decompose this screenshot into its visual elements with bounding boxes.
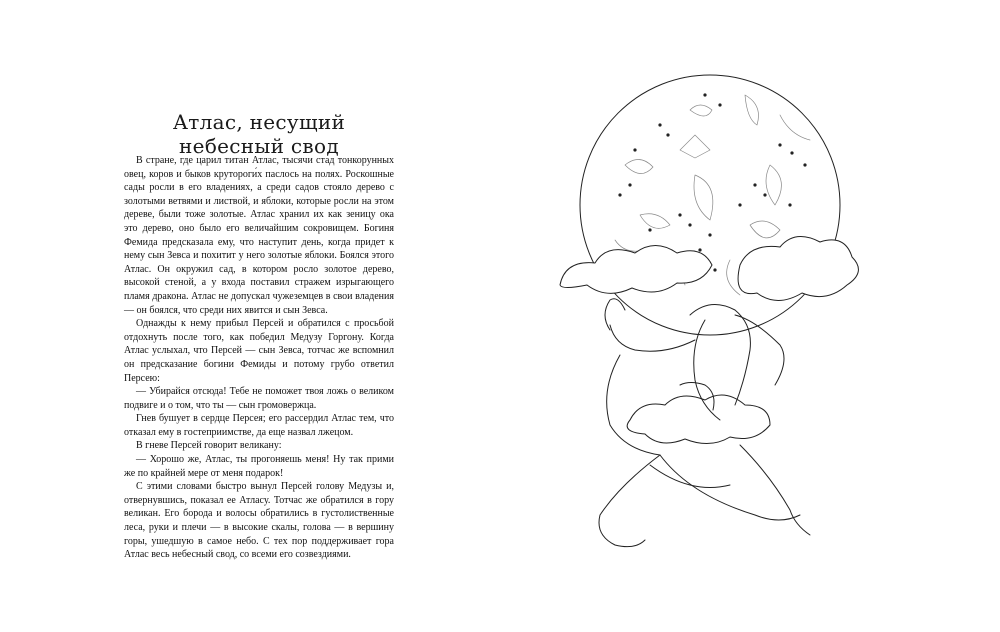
- paragraph: — Хорошо же, Атлас, ты прогоняешь меня! Ну так прими же по крайней мере от меня подарок!: [124, 454, 394, 479]
- clouds: [560, 237, 858, 444]
- title-line-2: небесный свод: [179, 134, 339, 158]
- paragraph: — Убирайся отсюда! Тебе не поможет твоя ложь о великом подвиге и о том, что ты — сын громовержца.: [124, 386, 394, 411]
- story-text: [124, 154, 394, 562]
- title-line-1: Атлас, несущий: [172, 110, 346, 134]
- paragraph: Однажды к нему прибыл Персей и обратился с просьбой отдохнуть после того, как победил Медузу Горгону. Когда Атлас услыхал, что Персей — сын Зевса, тотчас же вспомнил он предсказание богини Фемиды и потому грубо ответил Персею:: [124, 318, 394, 384]
- celestial-sphere: [580, 75, 840, 335]
- atlas-holding-celestial-sphere-icon: [540, 55, 880, 575]
- atlas-illustration: [540, 55, 880, 575]
- page-title: [124, 110, 394, 158]
- paragraph: Гнев бушует в сердце Персея; его рассердил Атлас тем, что отказал ему в гостеприимстве, да еще назвал лжецом.: [124, 413, 394, 438]
- paragraph: С этими словами быстро вынул Персей голову Медузы и, отвернувшись, показал ее Атласу. Тотчас же обратился в гору великан. Его борода и волосы обратились в густолиственные леса, руки и плечи — в высокие скалы, голова — в вершину горы, ушедшую в самое небо. С тех пор поддерживает гора Атлас весь небесный свод, со всеми его созвездиями.: [124, 481, 394, 561]
- paragraph: В стране, где царил титан Атлас, тысячи стад тонкорунных овец, коров и быков крутороги́х паслось на полях. Роскошные сады росли в его владениях, а среди садов стояло дерево с золотыми ветвями и листвой, и яблоки, которые росли на этом дереве, были тоже золотые. Атлас хранил их как зеницу ока это дерево, оно было его величайшим сокровищем. Богиня Фемида предсказала ему, что наступит день, когда придет к нему сын Зевса и похитит у него золотые яблоки. Боялся этого Атлас. Он окружил сад, в котором росло золотое дерево, высокой стеной, а у входа поставил стражем изрыгающего пламя дракона. Атлас не допускал чужеземцев в свои владения — он боялся, что среди них явится и сын Зевса.: [124, 155, 394, 316]
- paragraph: В гневе Персей говорит великану:: [136, 440, 282, 452]
